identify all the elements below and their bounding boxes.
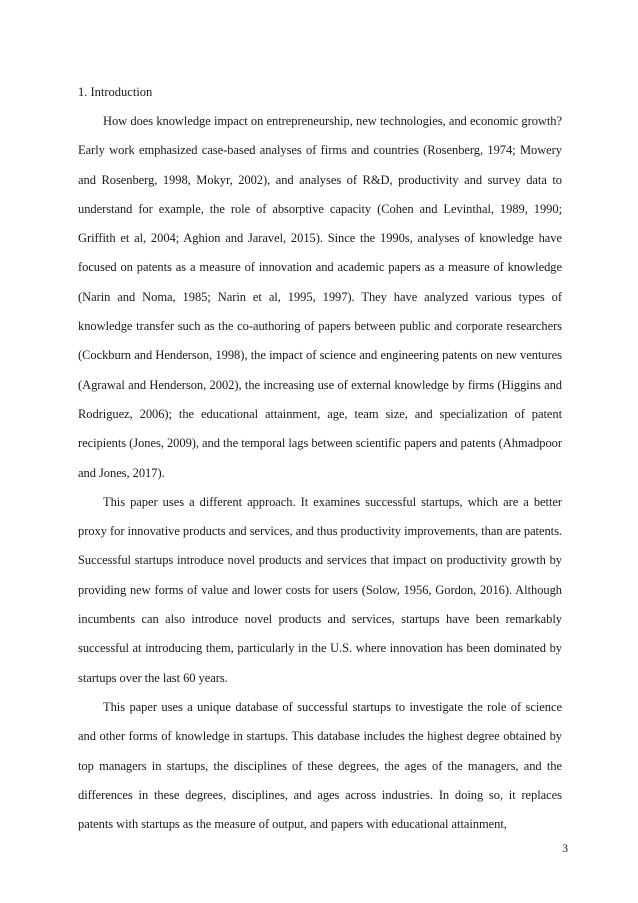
paragraph-introduction-2: This paper uses a different approach. It examines successful startups, which are a better proxy for innovative products and services, and thus productivity improvements, than are patents. Successful startups introduce novel products and services that impact on productivity growth by providing new forms of value and lower costs for users (Solow, 1956, Gordon, 2016). Although incumbents can also introduce novel products and services, startups have been remarkably successful at introducing them, particularly in the U.S. where innovation has been dominated by startups over the last 60 years. <box>78 494 562 685</box>
paragraph-introduction-1: How does knowledge impact on entrepreneurship, new technologies, and economic growth? Early work emphasized case-based analyses of firms and countries (Rosenberg, 1974; Mowery and Rosenberg, 1998, Mokyr, 2002), and analyses of R&D, productivity and survey data to understand for example, the role of absorptive capacity (Cohen and Levinthal, 1989, 1990; Griffith et al, 2004; Aghion and Jaravel, 2015). Since the 1990s, analyses of knowledge have focused on patents as a measure of innovation and academic papers as a measure of knowledge (Narin and Noma, 1985; Narin et al, 1995, 1997). They have analyzed various types of knowledge transfer such as the co-authoring of papers between public and corporate researchers (Cockburn and Henderson, 1998), the impact of science and engineering patents on new ventures (Agrawal and Henderson, 2002), the increasing use of external knowledge by firms (Higgins and Rodriguez, 2006); the educational attainment, age, team size, and specialization of patent recipients (Jones, 2009), and the temporal lags between scientific papers and patents (Ahmadpoor and Jones, 2017). <box>78 114 562 480</box>
page-body <box>78 84 562 839</box>
paragraph-introduction-3: This paper uses a unique database of successful startups to investigate the role of science and other forms of knowledge in startups. This database includes the highest degree obtained by top managers in startups, the disciplines of these degrees, the ages of the managers, and the differences in these degrees, disciplines, and ages across industries. In doing so, it replaces patents with startups as the measure of output, and papers with educational attainment, <box>78 699 562 832</box>
section-heading: 1. Introduction <box>78 85 153 99</box>
page-number: 3 <box>562 843 568 855</box>
